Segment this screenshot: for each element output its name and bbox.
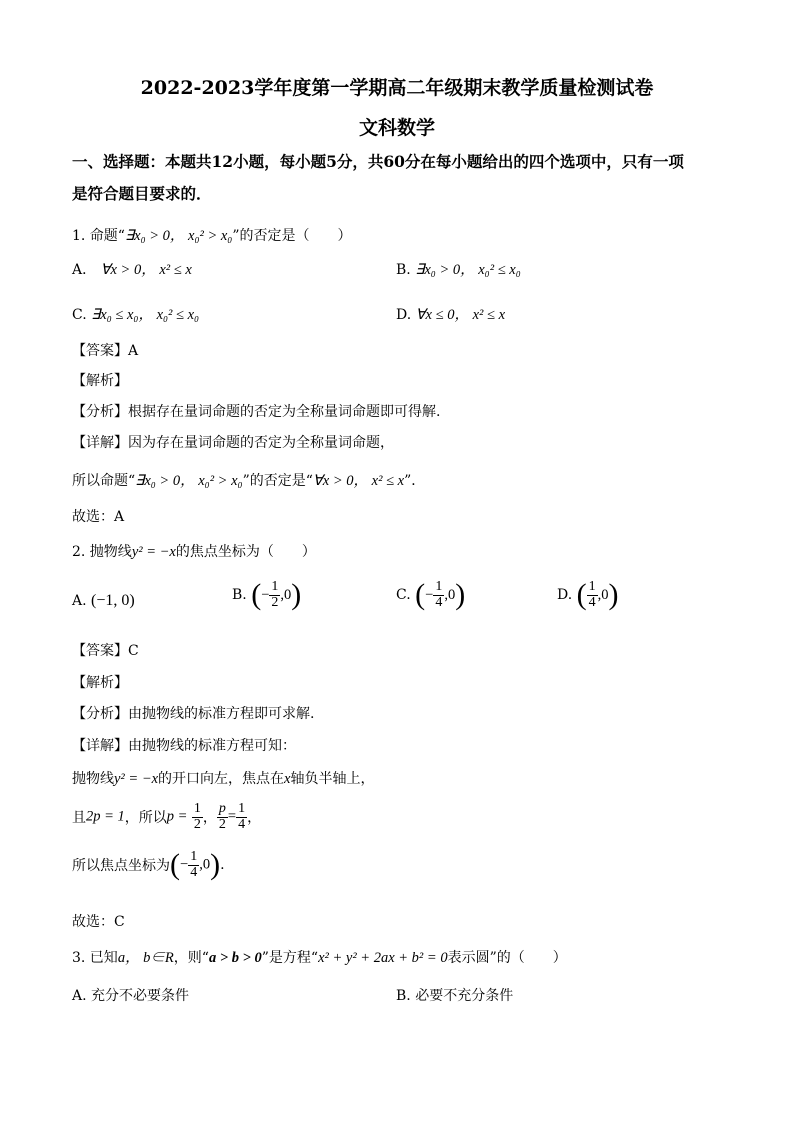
q3-option-a-label: A.: [72, 988, 87, 1004]
q3-stem-eq: x² + y² + 2ax + b² = 0: [318, 950, 448, 966]
q3-stem-post: 表示圆”的（ ）: [447, 950, 567, 966]
q1-jiexi: 【解析】: [72, 373, 128, 389]
q2-option-c-label: C.: [396, 587, 411, 604]
q2-l3-post: .: [220, 857, 225, 874]
q2-option-d-den: 4: [588, 594, 596, 610]
q2-solution-line2: [72, 802, 261, 832]
q2-option-b-num: 1: [271, 579, 279, 594]
q1-line2-math2: ∀x > 0， x² ≤ x: [312, 473, 405, 489]
q2-option-b-den: 2: [271, 594, 279, 610]
q3-option-b-label: B.: [396, 988, 411, 1004]
q2-l2-post: ，: [247, 810, 262, 827]
q1-option-d: [396, 303, 505, 324]
q2-l2-f2-den: 2: [218, 816, 226, 832]
q2-solution-line1: [72, 768, 374, 788]
q2-option-b: [232, 580, 301, 610]
q1-stem-math: ∃x₀ > 0， x₀² > x₀: [124, 228, 233, 244]
q3-stem-mid2: ”是方程“: [261, 950, 319, 966]
q2-option-a-label: A.: [72, 593, 87, 609]
q2-l3-frac: [188, 850, 199, 880]
q2-stem-post: 的焦点坐标为（ ）: [175, 544, 316, 560]
q3-option-b-text: 必要不充分条件: [415, 988, 514, 1004]
q2-l2-f1-num: 1: [193, 801, 201, 816]
q2-option-d-num: 1: [588, 579, 596, 594]
q2-l2-frac3: [236, 802, 247, 832]
q1-option-a-label: A．: [72, 262, 97, 278]
q2-xiangjie-text: 由抛物线的标准方程可知：: [128, 738, 296, 754]
q2-option-b-lparen: (: [251, 578, 262, 612]
q2-l2-f1-den: 2: [193, 816, 201, 832]
q2-l2-p: p =: [166, 808, 188, 825]
q2-option-c-num: 1: [435, 579, 443, 594]
q1-option-b-label: B.: [396, 262, 411, 278]
q2-answer: [72, 640, 139, 660]
q1-option-d-label: D.: [396, 307, 412, 323]
q2-xiangjie-tag: 【详解】: [72, 738, 128, 754]
q2-option-b-sign: −: [261, 587, 270, 604]
q2-l3-den: 4: [190, 864, 198, 880]
q3-option-a-text: 充分不必要条件: [91, 988, 190, 1004]
q1-option-a: [72, 258, 192, 279]
q2-l3-rparen: ): [210, 848, 221, 882]
q2-l1-x: x: [284, 771, 291, 787]
q1-line2-math1: ∃x₀ > 0， x₀² > x₀: [135, 473, 243, 489]
q3-option-a: [72, 985, 189, 1005]
q2-guxuan: 故选：C: [72, 914, 125, 930]
q2-option-c-frac: [433, 580, 444, 610]
q1-solution-line: [72, 469, 425, 490]
q2-l1-post: 轴负半轴上，: [290, 771, 375, 787]
q2-l2-f3-den: 4: [238, 816, 246, 832]
q2-l1-math: y² = −x: [114, 771, 159, 787]
q1-stem-pre: 1. 命题“: [72, 228, 125, 244]
q2-option-d-frac: [587, 580, 598, 610]
q1-option-c-text: ∃x₀ ≤ x₀， x₀² ≤ x₀: [91, 307, 200, 323]
q1-fenxi-text: 根据存在量词命题的否定为全称量词命题即可得解.: [128, 404, 441, 420]
q2-l2-frac1: [192, 802, 203, 832]
q2-l3-tail: ,0: [199, 856, 211, 873]
page-title: 2022-2023学年度第一学期高二年级期末教学质量检测试卷: [140, 77, 654, 99]
q2-option-d-rparen: ): [608, 578, 619, 612]
q2-l2-f2-num: p: [218, 801, 226, 816]
q2-l2-eq: =: [227, 808, 237, 825]
q2-option-c-lparen: (: [415, 578, 426, 612]
q1-xiangjie-text: 因为存在量词命题的否定为全称量词命题，: [128, 435, 394, 451]
q2-option-c-rparen: ): [455, 578, 466, 612]
q2-answer-value: C: [128, 643, 139, 659]
q2-fenxi: [72, 703, 314, 723]
q2-option-b-tail: ,0: [280, 587, 292, 604]
q2-l2-math: 2p = 1: [86, 808, 125, 825]
q2-xiangjie: [72, 735, 296, 755]
q1-option-c-label: C.: [72, 307, 87, 323]
q2-option-d: [557, 580, 619, 610]
q3-stem-cond: a > b > 0: [208, 950, 262, 966]
q2-fenxi-tag: 【分析】: [72, 706, 128, 722]
q1-option-c: [72, 303, 199, 324]
q1-stem: [72, 224, 352, 245]
q1-stem-post: ”的否定是（ ）: [232, 228, 352, 244]
q2-l2-mid: ，所以: [124, 810, 167, 827]
q2-option-c-tail: ,0: [444, 587, 456, 604]
q2-l3-lparen: (: [170, 848, 180, 882]
section-heading-line2: 是符合题目要求的．: [72, 184, 212, 203]
q2-option-c-sign: −: [425, 587, 434, 604]
q1-option-b-text: ∃x₀ > 0， x₀² ≤ x₀: [415, 262, 521, 278]
q2-l3-num: 1: [190, 849, 198, 864]
q1-answer-value: A: [128, 343, 139, 359]
q1-option-b: [396, 258, 521, 279]
q2-option-d-tail: ,0: [597, 587, 609, 604]
q3-stem-vars: a， b∈R: [117, 950, 174, 966]
q2-option-d-lparen: (: [576, 578, 587, 612]
q2-stem-pre: 2. 抛物线: [72, 544, 132, 560]
q2-stem: [72, 541, 316, 561]
q2-option-c-den: 4: [435, 594, 443, 610]
q2-option-d-label: D.: [557, 587, 573, 604]
q2-stem-math: y² = −x: [131, 544, 176, 560]
q2-option-b-frac: [269, 580, 280, 610]
page-subtitle: 文科数学: [358, 117, 435, 139]
q1-fenxi: [72, 401, 440, 421]
q2-l2-pre: 且: [72, 810, 86, 827]
q1-line2-post: ”．: [404, 473, 426, 489]
q1-line2-pre: 所以命题“: [72, 473, 136, 489]
q2-l3-pre: 所以焦点坐标为: [72, 858, 170, 875]
q2-l2-sep: ，: [202, 810, 217, 827]
q3-option-b: [396, 985, 513, 1005]
q1-line2-mid: ”的否定是“: [242, 473, 313, 489]
q2-option-a-text: (−1, 0): [91, 592, 135, 609]
q3-stem-mid: ，则“: [173, 950, 209, 966]
q2-option-a: [72, 592, 135, 610]
q1-fenxi-tag: 【分析】: [72, 404, 128, 420]
q2-l1-mid: 的开口向左，焦点在: [158, 771, 285, 787]
q1-xiangjie-tag: 【详解】: [72, 435, 128, 451]
q2-option-b-label: B.: [232, 587, 247, 604]
q2-option-b-rparen: ): [291, 578, 302, 612]
q2-l2-f3-num: 1: [238, 801, 246, 816]
q1-answer: [72, 340, 138, 360]
q2-l1-pre: 抛物线: [72, 771, 114, 787]
q1-guxuan: 故选：A: [72, 509, 125, 525]
q2-option-c: [396, 580, 465, 610]
q2-l2-frac2: [217, 802, 228, 832]
q2-jiexi: 【解析】: [72, 675, 128, 691]
q1-option-a-text: ∀x > 0， x² ≤ x: [100, 262, 192, 278]
q3-stem: [72, 946, 567, 967]
q2-l3-sign: −: [180, 856, 189, 873]
q2-answer-tag: 【答案】: [72, 643, 128, 659]
q1-xiangjie: [72, 432, 394, 452]
section-heading-line1: 一、选择题：本题共12小题，每小题5分，共60分在每小题给出的四个选项中，只有一项: [72, 152, 684, 171]
q3-stem-pre: 3. 已知: [72, 950, 118, 966]
q1-option-d-text: ∀x ≤ 0， x² ≤ x: [415, 307, 506, 323]
q2-fenxi-text: 由抛物线的标准方程即可求解.: [128, 706, 315, 722]
q1-answer-tag: 【答案】: [72, 343, 128, 359]
q2-solution-line3: [72, 850, 225, 880]
